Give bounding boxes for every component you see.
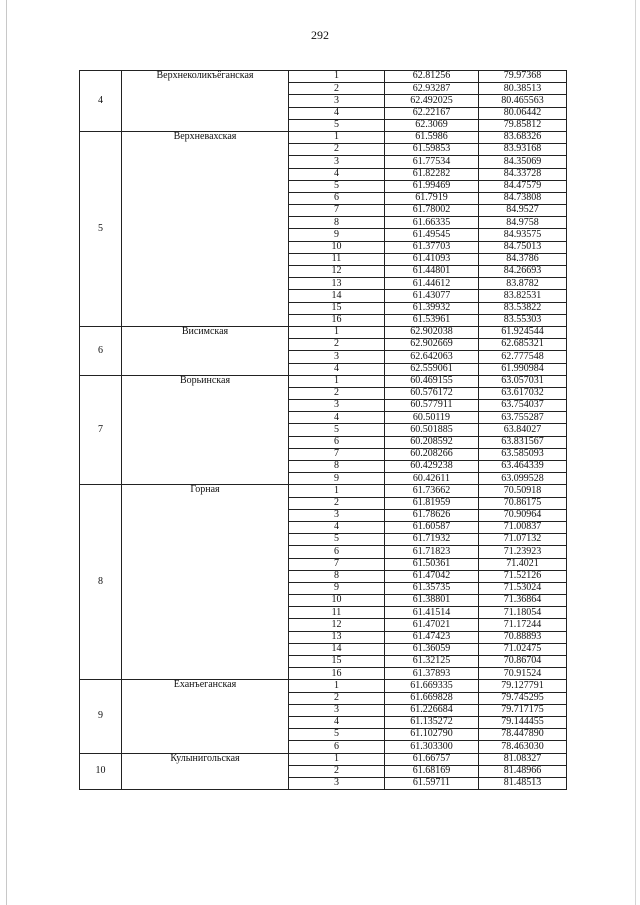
latitude-cell: 61.39932 (385, 302, 479, 314)
scan-edge-right (635, 0, 636, 905)
latitude-cell: 60.50119 (385, 412, 479, 424)
point-number: 11 (289, 607, 385, 619)
point-number: 7 (289, 205, 385, 217)
longitude-cell: 71.53024 (479, 582, 567, 594)
latitude-cell: 62.492025 (385, 95, 479, 107)
point-number: 9 (289, 473, 385, 485)
latitude-cell: 61.35735 (385, 582, 479, 594)
point-number: 12 (289, 619, 385, 631)
latitude-cell: 61.99469 (385, 180, 479, 192)
longitude-cell: 83.82531 (479, 290, 567, 302)
point-number: 2 (289, 497, 385, 509)
point-number: 2 (289, 692, 385, 704)
point-number: 1 (289, 326, 385, 338)
section-name: Висимская (122, 326, 289, 375)
point-number: 6 (289, 436, 385, 448)
longitude-cell: 61.924544 (479, 326, 567, 338)
longitude-cell: 71.00837 (479, 521, 567, 533)
point-number: 4 (289, 168, 385, 180)
table-row (80, 131, 567, 143)
latitude-cell: 61.669828 (385, 692, 479, 704)
latitude-cell: 61.59853 (385, 144, 479, 156)
longitude-cell: 80.465563 (479, 95, 567, 107)
longitude-cell: 84.26693 (479, 266, 567, 278)
latitude-cell: 61.47423 (385, 631, 479, 643)
longitude-cell: 70.50918 (479, 485, 567, 497)
latitude-cell: 62.81256 (385, 71, 479, 83)
latitude-cell: 61.102790 (385, 729, 479, 741)
longitude-cell: 71.36864 (479, 595, 567, 607)
latitude-cell: 60.577911 (385, 400, 479, 412)
point-number: 2 (289, 83, 385, 95)
longitude-cell: 84.3786 (479, 253, 567, 265)
longitude-cell: 83.8782 (479, 278, 567, 290)
table-row (80, 71, 567, 83)
section-name: Верхнеколикъёганская (122, 71, 289, 132)
point-number: 15 (289, 302, 385, 314)
latitude-cell: 61.81959 (385, 497, 479, 509)
latitude-cell: 60.208592 (385, 436, 479, 448)
longitude-cell: 79.127791 (479, 680, 567, 692)
point-number: 3 (289, 704, 385, 716)
longitude-cell: 70.86704 (479, 656, 567, 668)
latitude-cell: 61.135272 (385, 716, 479, 728)
point-number: 1 (289, 485, 385, 497)
section-number: 10 (80, 753, 122, 790)
section-number: 8 (80, 485, 122, 680)
table-body (80, 71, 567, 790)
section-number: 9 (80, 680, 122, 753)
longitude-cell: 71.4021 (479, 558, 567, 570)
latitude-cell: 60.208266 (385, 448, 479, 460)
point-number: 14 (289, 290, 385, 302)
point-number: 16 (289, 314, 385, 326)
latitude-cell: 61.7919 (385, 192, 479, 204)
longitude-cell: 84.33728 (479, 168, 567, 180)
longitude-cell: 63.831567 (479, 436, 567, 448)
longitude-cell: 61.990984 (479, 363, 567, 375)
longitude-cell: 78.447890 (479, 729, 567, 741)
longitude-cell: 63.099528 (479, 473, 567, 485)
point-number: 2 (289, 387, 385, 399)
point-number: 11 (289, 253, 385, 265)
point-number: 3 (289, 156, 385, 168)
latitude-cell: 61.78626 (385, 509, 479, 521)
point-number: 8 (289, 461, 385, 473)
latitude-cell: 61.68169 (385, 765, 479, 777)
longitude-cell: 83.68326 (479, 131, 567, 143)
point-number: 1 (289, 680, 385, 692)
point-number: 4 (289, 412, 385, 424)
latitude-cell: 61.36059 (385, 643, 479, 655)
longitude-cell: 81.48513 (479, 777, 567, 789)
latitude-cell: 61.43077 (385, 290, 479, 302)
longitude-cell: 71.23923 (479, 546, 567, 558)
longitude-cell: 63.755287 (479, 412, 567, 424)
longitude-cell: 81.48966 (479, 765, 567, 777)
section-name: Верхневахская (122, 131, 289, 326)
point-number: 15 (289, 656, 385, 668)
longitude-cell: 63.464339 (479, 461, 567, 473)
point-number: 2 (289, 144, 385, 156)
longitude-cell: 63.585093 (479, 448, 567, 460)
latitude-cell: 61.37893 (385, 668, 479, 680)
point-number: 5 (289, 729, 385, 741)
scan-edge-left (6, 0, 7, 905)
longitude-cell: 84.47579 (479, 180, 567, 192)
latitude-cell: 61.60587 (385, 521, 479, 533)
point-number: 10 (289, 595, 385, 607)
latitude-cell: 61.77534 (385, 156, 479, 168)
point-number: 13 (289, 278, 385, 290)
longitude-cell: 70.91524 (479, 668, 567, 680)
longitude-cell: 84.93575 (479, 229, 567, 241)
latitude-cell: 61.66335 (385, 217, 479, 229)
latitude-cell: 61.50361 (385, 558, 479, 570)
latitude-cell: 62.93287 (385, 83, 479, 95)
section-name: Кулынигольская (122, 753, 289, 790)
longitude-cell: 71.18054 (479, 607, 567, 619)
point-number: 8 (289, 570, 385, 582)
longitude-cell: 62.685321 (479, 339, 567, 351)
longitude-cell: 83.55303 (479, 314, 567, 326)
point-number: 4 (289, 107, 385, 119)
point-number: 1 (289, 753, 385, 765)
latitude-cell: 62.22167 (385, 107, 479, 119)
latitude-cell: 61.47021 (385, 619, 479, 631)
point-number: 10 (289, 241, 385, 253)
coordinates-table (79, 70, 567, 790)
latitude-cell: 61.41093 (385, 253, 479, 265)
page-number: 292 (311, 28, 329, 42)
longitude-cell: 70.88893 (479, 631, 567, 643)
latitude-cell: 60.42611 (385, 473, 479, 485)
latitude-cell: 61.49545 (385, 229, 479, 241)
longitude-cell: 84.73808 (479, 192, 567, 204)
latitude-cell: 61.82282 (385, 168, 479, 180)
point-number: 1 (289, 71, 385, 83)
latitude-cell: 61.44612 (385, 278, 479, 290)
point-number: 5 (289, 534, 385, 546)
longitude-cell: 84.9527 (479, 205, 567, 217)
latitude-cell: 61.5986 (385, 131, 479, 143)
point-number: 5 (289, 180, 385, 192)
longitude-cell: 79.85812 (479, 119, 567, 131)
point-number: 6 (289, 741, 385, 753)
point-number: 2 (289, 765, 385, 777)
point-number: 2 (289, 339, 385, 351)
point-number: 5 (289, 424, 385, 436)
point-number: 1 (289, 131, 385, 143)
table-row (80, 375, 567, 387)
latitude-cell: 61.303300 (385, 741, 479, 753)
latitude-cell: 61.47042 (385, 570, 479, 582)
latitude-cell: 61.32125 (385, 656, 479, 668)
longitude-cell: 62.777548 (479, 351, 567, 363)
latitude-cell: 61.78002 (385, 205, 479, 217)
latitude-cell: 62.3069 (385, 119, 479, 131)
longitude-cell: 84.9758 (479, 217, 567, 229)
table-row (80, 680, 567, 692)
point-number: 5 (289, 119, 385, 131)
longitude-cell: 84.35069 (479, 156, 567, 168)
longitude-cell: 79.97368 (479, 71, 567, 83)
table-row (80, 326, 567, 338)
latitude-cell: 61.37703 (385, 241, 479, 253)
longitude-cell: 70.90964 (479, 509, 567, 521)
point-number: 14 (289, 643, 385, 655)
latitude-cell: 60.576172 (385, 387, 479, 399)
latitude-cell: 62.642063 (385, 351, 479, 363)
point-number: 6 (289, 546, 385, 558)
latitude-cell: 61.41514 (385, 607, 479, 619)
point-number: 3 (289, 509, 385, 521)
longitude-cell: 70.86175 (479, 497, 567, 509)
longitude-cell: 79.717175 (479, 704, 567, 716)
longitude-cell: 80.06442 (479, 107, 567, 119)
longitude-cell: 81.08327 (479, 753, 567, 765)
point-number: 3 (289, 351, 385, 363)
latitude-cell: 61.71823 (385, 546, 479, 558)
longitude-cell: 71.17244 (479, 619, 567, 631)
longitude-cell: 71.52126 (479, 570, 567, 582)
table-row (80, 485, 567, 497)
longitude-cell: 83.53822 (479, 302, 567, 314)
longitude-cell: 79.144455 (479, 716, 567, 728)
section-name: Ворьинская (122, 375, 289, 485)
longitude-cell: 63.754037 (479, 400, 567, 412)
point-number: 12 (289, 266, 385, 278)
latitude-cell: 60.429238 (385, 461, 479, 473)
section-name: Горная (122, 485, 289, 680)
table-row (80, 753, 567, 765)
point-number: 16 (289, 668, 385, 680)
longitude-cell: 80.38513 (479, 83, 567, 95)
point-number: 3 (289, 777, 385, 789)
section-number: 4 (80, 71, 122, 132)
latitude-cell: 61.669335 (385, 680, 479, 692)
point-number: 3 (289, 400, 385, 412)
point-number: 4 (289, 521, 385, 533)
longitude-cell: 71.07132 (479, 534, 567, 546)
longitude-cell: 63.84027 (479, 424, 567, 436)
latitude-cell: 60.469155 (385, 375, 479, 387)
section-number: 5 (80, 131, 122, 326)
latitude-cell: 61.53961 (385, 314, 479, 326)
point-number: 9 (289, 229, 385, 241)
point-number: 6 (289, 192, 385, 204)
section-number: 7 (80, 375, 122, 485)
latitude-cell: 62.902669 (385, 339, 479, 351)
longitude-cell: 63.617032 (479, 387, 567, 399)
point-number: 9 (289, 582, 385, 594)
latitude-cell: 61.73662 (385, 485, 479, 497)
latitude-cell: 61.71932 (385, 534, 479, 546)
longitude-cell: 71.02475 (479, 643, 567, 655)
latitude-cell: 61.59711 (385, 777, 479, 789)
point-number: 8 (289, 217, 385, 229)
longitude-cell: 63.057031 (479, 375, 567, 387)
latitude-cell: 61.38801 (385, 595, 479, 607)
point-number: 1 (289, 375, 385, 387)
longitude-cell: 78.463030 (479, 741, 567, 753)
latitude-cell: 62.902038 (385, 326, 479, 338)
point-number: 4 (289, 363, 385, 375)
longitude-cell: 79.745295 (479, 692, 567, 704)
section-name: Еханъеганская (122, 680, 289, 753)
section-number: 6 (80, 326, 122, 375)
latitude-cell: 61.226684 (385, 704, 479, 716)
longitude-cell: 83.93168 (479, 144, 567, 156)
point-number: 13 (289, 631, 385, 643)
point-number: 7 (289, 448, 385, 460)
latitude-cell: 60.501885 (385, 424, 479, 436)
point-number: 4 (289, 716, 385, 728)
latitude-cell: 61.66757 (385, 753, 479, 765)
point-number: 7 (289, 558, 385, 570)
latitude-cell: 61.44801 (385, 266, 479, 278)
longitude-cell: 84.75013 (479, 241, 567, 253)
point-number: 3 (289, 95, 385, 107)
latitude-cell: 62.559061 (385, 363, 479, 375)
